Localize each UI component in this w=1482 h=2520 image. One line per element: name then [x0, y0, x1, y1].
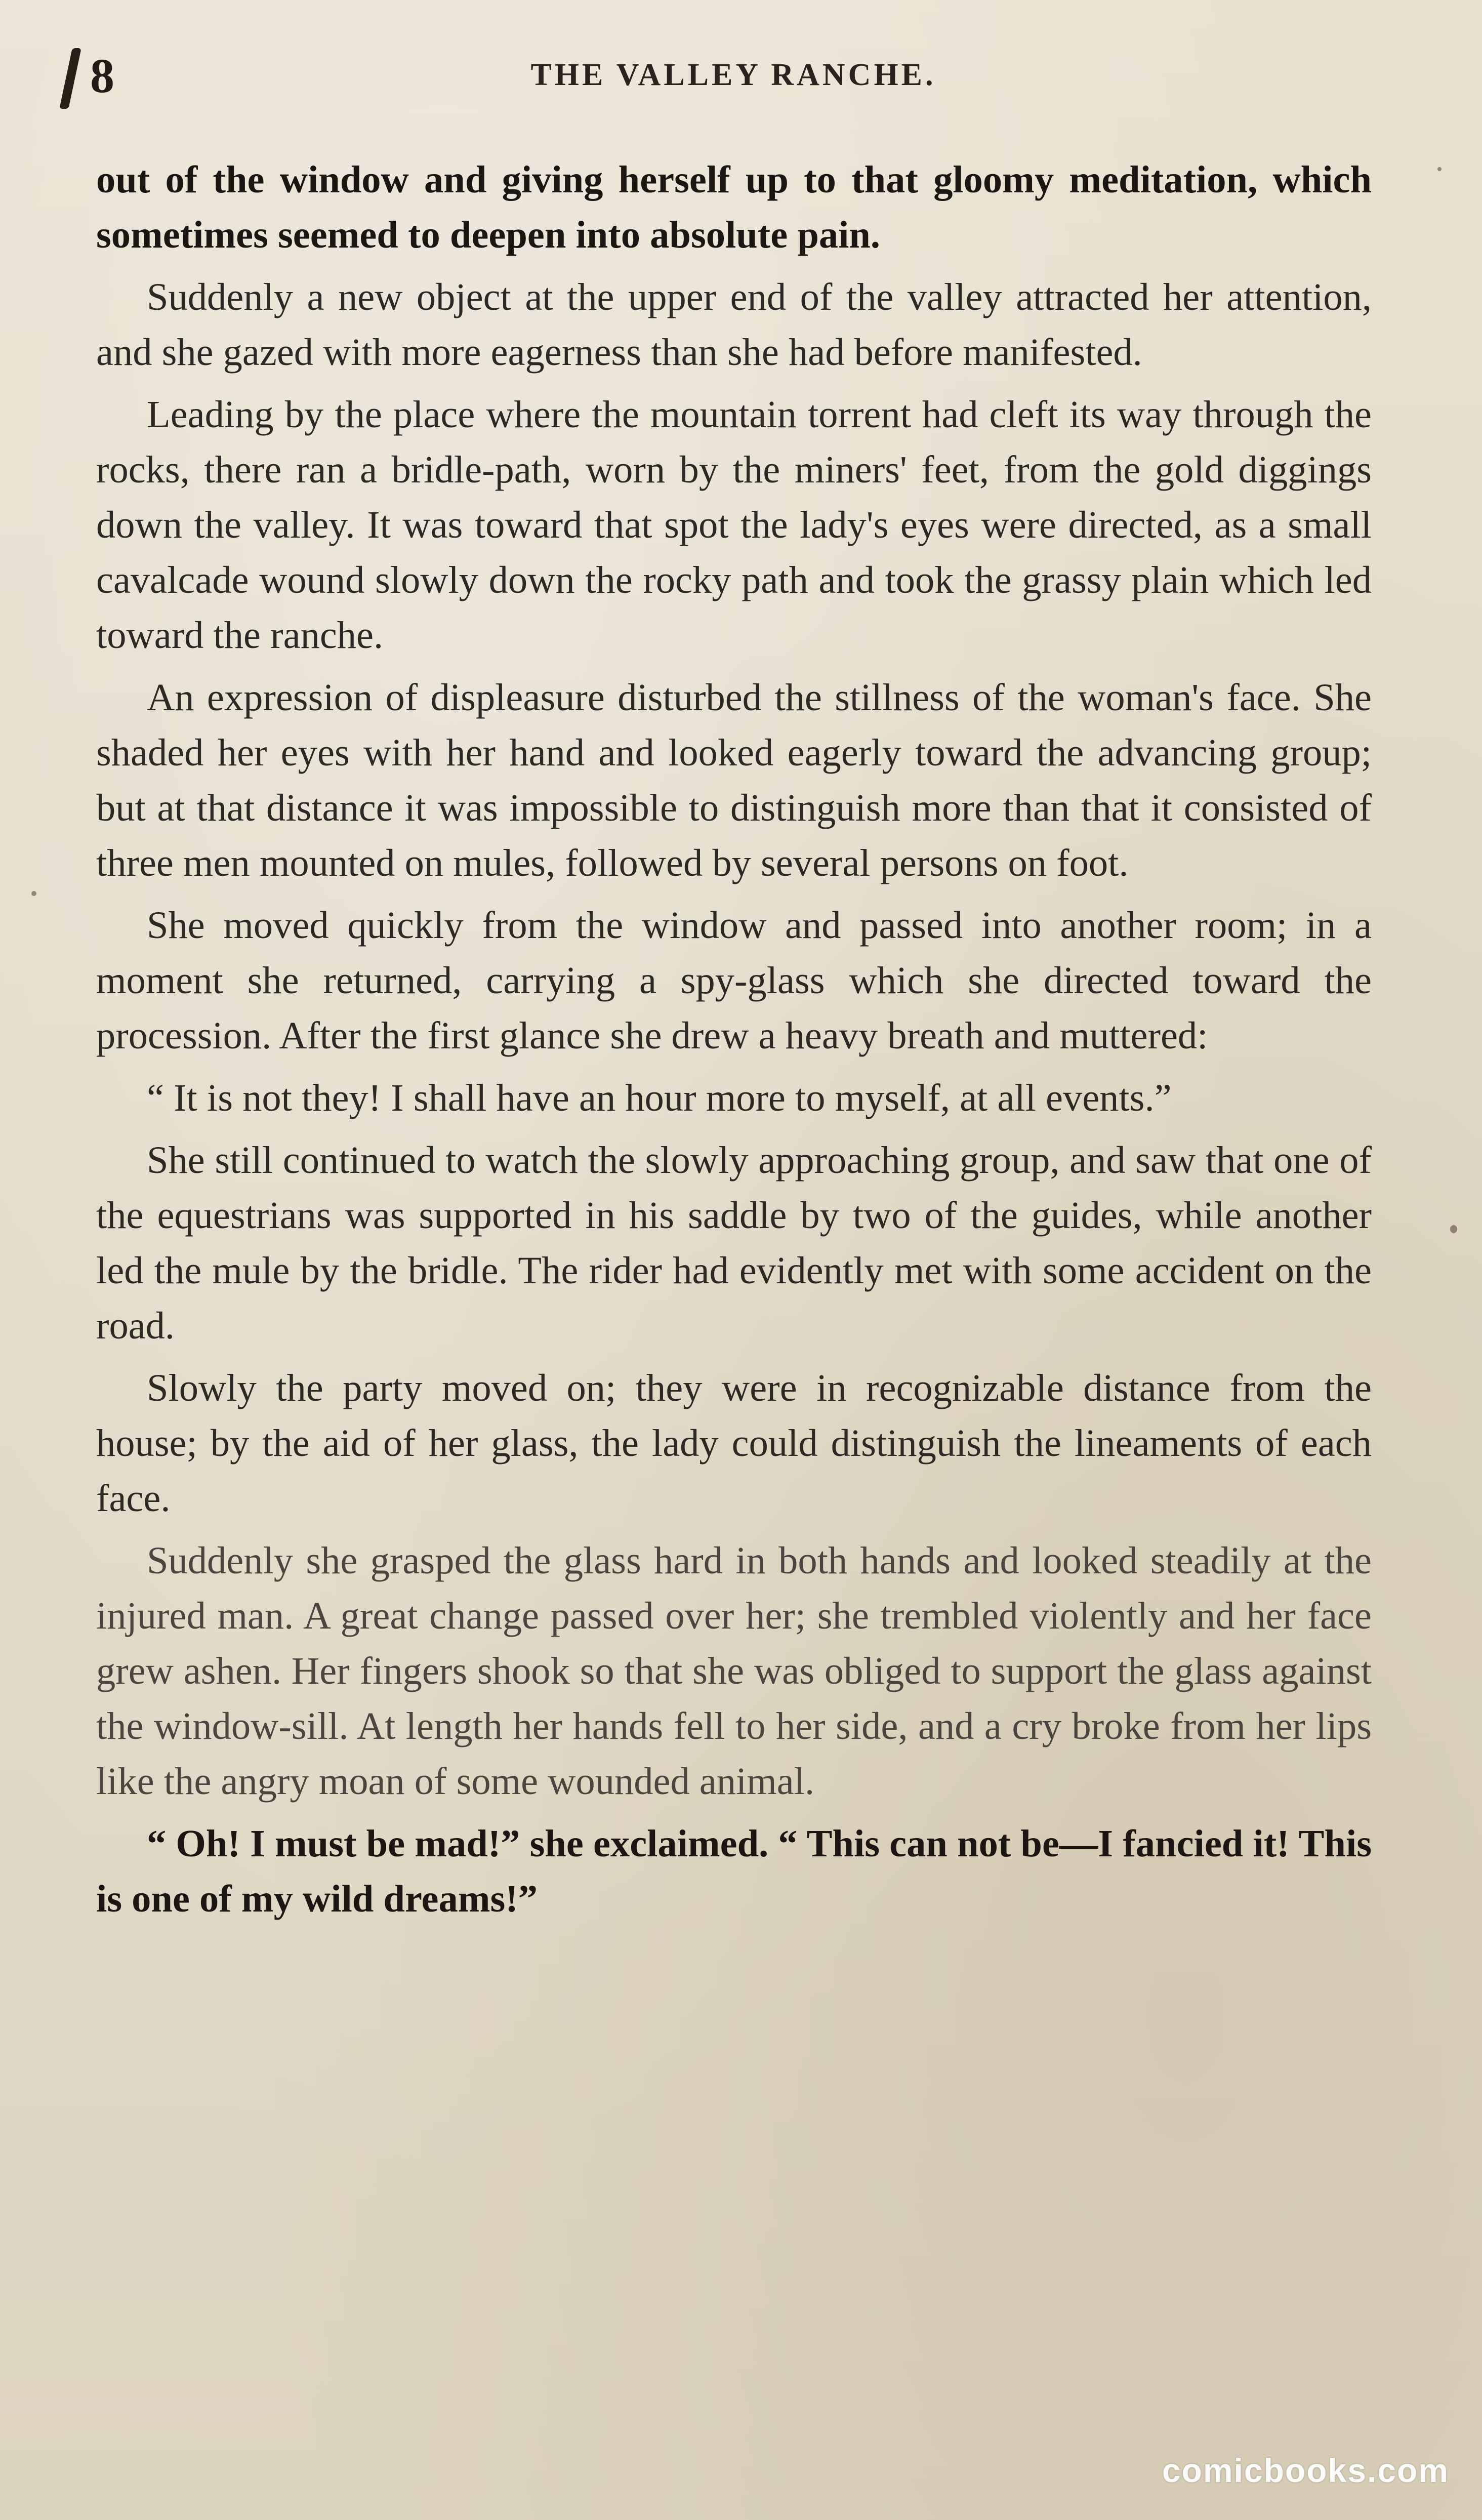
paragraph: Suddenly a new object at the upper end of the valley attracted her attention, and she gazed with more eagerness than she had before manifested.: [96, 275, 1372, 374]
watermark: comicbooks.com: [1162, 2452, 1449, 2489]
page-number: 8: [90, 49, 114, 103]
paragraph: An expression of displeasure disturbed the stillness of the woman's face. She shaded her eyes with her hand and looked eagerly toward the advancing group; but at that distance it was impossible to distinguish more than that it consisted of three men mounted on mules, followed by several persons on foot.: [96, 676, 1372, 884]
paragraph: “ It is not they! I shall have an hour more to myself, at all events.”: [147, 1076, 1172, 1119]
paragraph: Suddenly she grasped the glass hard in both hands and looked steadily at the injured man. A great change passed over her; she trembled violently and her face grew ashen. Her fingers shook so that she was obliged to support the glass against the window-sill. At length her hands fell to her side, and a cry broke from her lips like the angry moan of some wounded animal.: [96, 1539, 1372, 1803]
page-header: [66, 48, 1401, 114]
running-head: THE VALLEY RANCHE.: [530, 58, 936, 92]
paragraph: She moved quickly from the window and passed into another room; in a moment she returned, carrying a spy-glass which she directed toward the procession. After the first glance she drew a heavy breath and muttered:: [96, 904, 1372, 1057]
paragraph: Slowly the party moved on; they were in recognizable distance from the house; by the aid of her glass, the lady could distinguish the lineaments of each face.: [96, 1366, 1372, 1520]
paragraph: out of the window and giving herself up to that gloomy meditation, which sometimes seemed to deepen into absolute pain.: [96, 158, 1372, 256]
paragraph: She still continued to watch the slowly approaching group, and saw that one of the equestrians was supported in his saddle by two of the guides, while another led the mule by the bridle. The rider had evidently met with some accident on the road.: [96, 1139, 1372, 1347]
paper-speck: [1450, 1225, 1457, 1233]
paragraph: Leading by the place where the mountain torrent had cleft its way through the rocks, there ran a bridle-path, worn by the miners' feet, from the gold diggings down the valley. It was toward that spot the lady's eyes were directed, as a small cavalcade wound slowly down the rocky path and took the grassy plain which led toward the ranche.: [96, 393, 1372, 657]
paper-speck: [31, 891, 36, 896]
paper-speck: [1437, 167, 1442, 171]
paragraph: “ Oh! I must be mad!” she exclaimed. “ This can not be—I fancied it! This is one of my wild dreams!”: [96, 1822, 1372, 1920]
body-text: [96, 152, 1372, 1933]
